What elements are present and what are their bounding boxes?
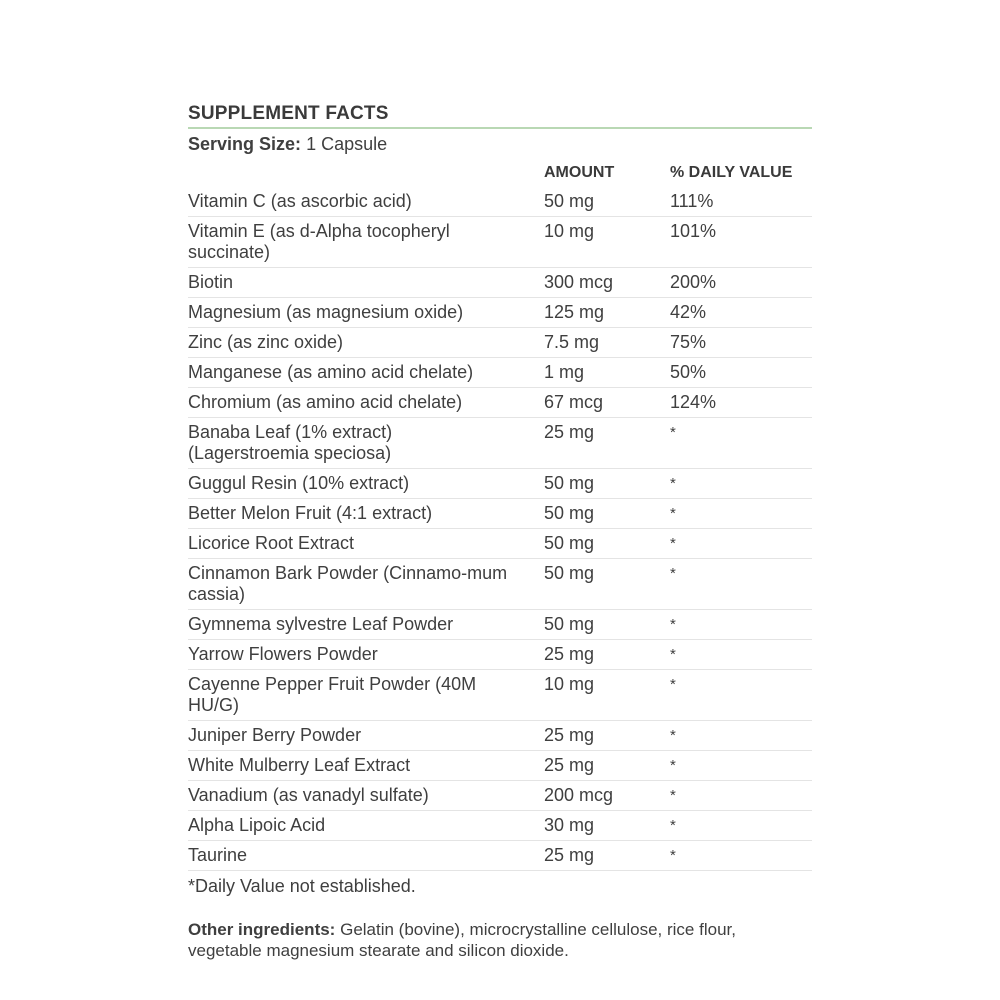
nutrient-amount: 25 mg [544, 422, 595, 442]
table-row [188, 670, 812, 721]
table-row [188, 418, 812, 469]
nutrient-name: Licorice Root Extract [188, 533, 355, 553]
nutrient-daily-value: 42% [670, 302, 707, 322]
nutrient-name: Chromium (as amino acid chelate) [188, 392, 463, 412]
nutrient-name: White Mulberry Leaf Extract [188, 755, 411, 775]
nutrient-daily-value: * [670, 676, 676, 693]
serving-size [188, 129, 812, 159]
nutrient-name: Cinnamon Bark Powder (Cinnamo-mum cassia) [188, 563, 508, 604]
nutrient-name: Vanadium (as vanadyl sulfate) [188, 785, 429, 805]
nutrient-daily-value: * [670, 616, 676, 633]
nutrient-name: Zinc (as zinc oxide) [188, 332, 344, 352]
nutrient-amount: 25 mg [544, 725, 595, 745]
table-row [188, 841, 812, 871]
nutrient-daily-value: * [670, 757, 676, 774]
nutrient-name: Guggul Resin (10% extract) [188, 473, 410, 493]
nutrient-daily-value: 124% [670, 392, 717, 412]
nutrient-amount: 125 mg [544, 302, 605, 322]
amount-column-header: AMOUNT [544, 164, 615, 181]
nutrient-name: Juniper Berry Powder [188, 725, 362, 745]
table-row [188, 751, 812, 781]
nutrient-amount: 50 mg [544, 563, 595, 583]
nutrient-name: Cayenne Pepper Fruit Powder (40M HU/G) [188, 674, 477, 715]
nutrient-amount: 50 mg [544, 503, 595, 523]
serving-size-label: Serving Size: [188, 134, 302, 154]
table-row [188, 640, 812, 670]
nutrient-name: Magnesium (as magnesium oxide) [188, 302, 464, 322]
nutrient-amount: 30 mg [544, 815, 595, 835]
nutrient-name: Alpha Lipoic Acid [188, 815, 326, 835]
table-row [188, 469, 812, 499]
supplement-facts-panel [188, 102, 812, 961]
nutrient-amount: 1 mg [544, 362, 585, 382]
table-row [188, 499, 812, 529]
nutrient-name: Vitamin E (as d-Alpha tocopheryl succinate) [188, 221, 450, 262]
nutrient-daily-value: * [670, 535, 676, 552]
serving-size-value: 1 Capsule [306, 134, 388, 154]
other-ingredients-label: Other ingredients: [188, 920, 336, 939]
table-row [188, 328, 812, 358]
nutrient-daily-value: * [670, 475, 676, 492]
nutrient-daily-value: 111% [670, 191, 714, 211]
nutrient-daily-value: * [670, 727, 676, 744]
nutrient-amount: 50 mg [544, 614, 595, 634]
nutrient-daily-value: 200% [670, 272, 717, 292]
nutrient-amount: 10 mg [544, 674, 595, 694]
panel-title: SUPPLEMENT FACTS [188, 103, 389, 124]
nutrient-daily-value: * [670, 505, 676, 522]
daily-value-column-header: % DAILY VALUE [670, 164, 793, 181]
nutrient-daily-value: * [670, 424, 676, 441]
nutrient-amount: 25 mg [544, 755, 595, 775]
nutrient-amount: 50 mg [544, 533, 595, 553]
nutrient-table [188, 187, 812, 871]
table-row [188, 559, 812, 610]
nutrient-daily-value: 101% [670, 221, 717, 241]
nutrient-amount: 10 mg [544, 221, 595, 241]
nutrient-name: Gymnema sylvestre Leaf Powder [188, 614, 454, 634]
table-row [188, 811, 812, 841]
table-row [188, 217, 812, 268]
table-row [188, 298, 812, 328]
table-row [188, 721, 812, 751]
nutrient-amount: 300 mcg [544, 272, 614, 292]
daily-value-footnote: *Daily Value not established. [188, 876, 416, 896]
nutrient-name: Yarrow Flowers Powder [188, 644, 378, 664]
nutrient-amount: 7.5 mg [544, 332, 600, 352]
nutrient-daily-value: * [670, 565, 676, 582]
nutrient-daily-value: * [670, 847, 676, 864]
nutrient-amount: 200 mcg [544, 785, 614, 805]
nutrient-name: Better Melon Fruit (4:1 extract) [188, 503, 433, 523]
nutrient-name: Manganese (as amino acid chelate) [188, 362, 474, 382]
nutrient-daily-value: * [670, 817, 676, 834]
nutrient-name: Taurine [188, 845, 248, 865]
table-row [188, 187, 812, 217]
table-row [188, 610, 812, 640]
nutrient-daily-value: 50% [670, 362, 707, 382]
table-row [188, 529, 812, 559]
nutrient-amount: 67 mcg [544, 392, 604, 412]
nutrient-amount: 50 mg [544, 473, 595, 493]
table-row [188, 388, 812, 418]
other-ingredients [188, 919, 812, 961]
nutrient-daily-value: 75% [670, 332, 707, 352]
nutrient-name: Vitamin C (as ascorbic acid) [188, 191, 412, 211]
nutrient-name: Banaba Leaf (1% extract) (Lagerstroemia speciosa) [188, 422, 393, 463]
column-headers [188, 159, 812, 187]
nutrient-daily-value: * [670, 646, 676, 663]
nutrient-amount: 25 mg [544, 845, 595, 865]
other-ingredients-text: Gelatin (bovine), microcrystalline cellulose, rice flour, vegetable magnesium stearate and silicon dioxide. [188, 920, 736, 960]
table-row [188, 268, 812, 298]
nutrient-name: Biotin [188, 272, 234, 292]
nutrient-amount: 25 mg [544, 644, 595, 664]
nutrient-amount: 50 mg [544, 191, 595, 211]
table-row [188, 358, 812, 388]
nutrient-daily-value: * [670, 787, 676, 804]
table-row [188, 781, 812, 811]
